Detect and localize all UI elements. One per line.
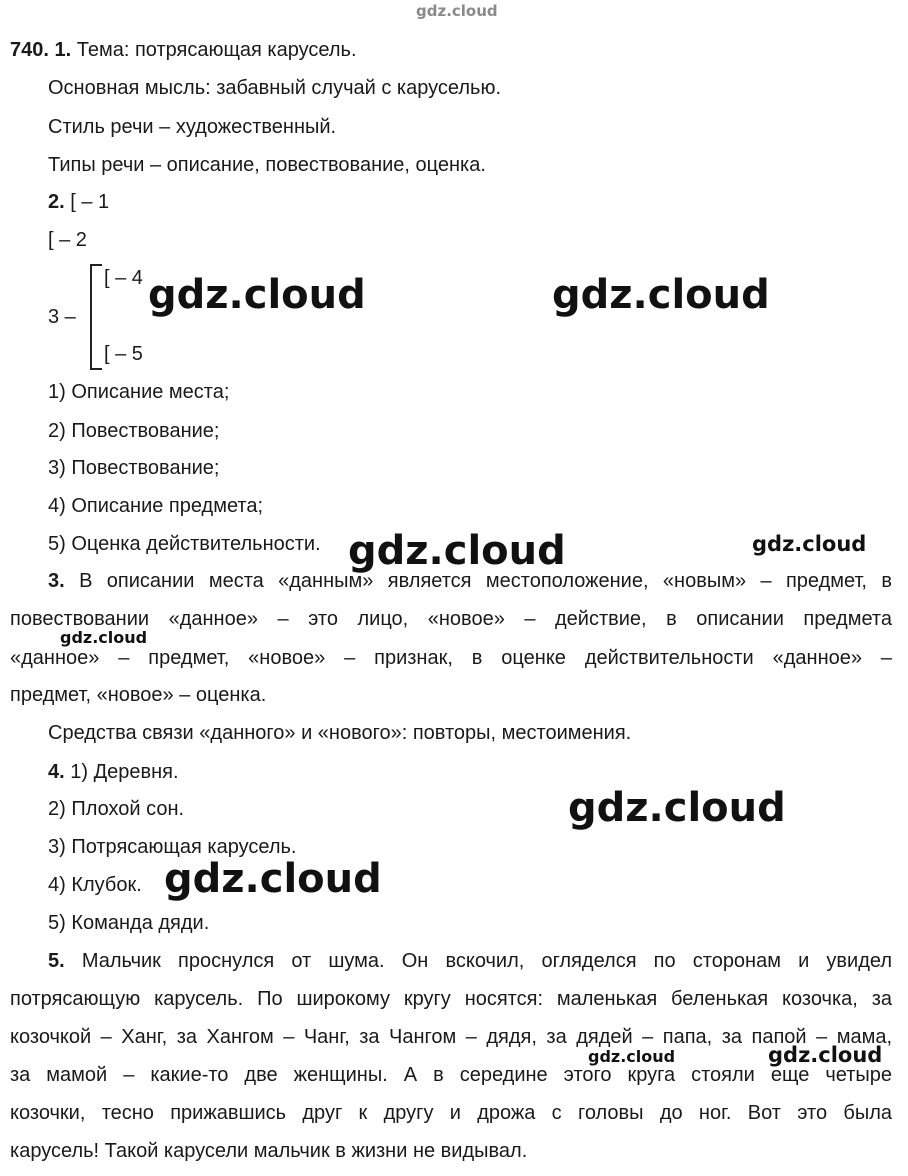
watermark: gdz.cloud — [568, 785, 786, 831]
part4-item: 4) Клубок. — [48, 874, 142, 896]
part4-number: 4. — [48, 761, 65, 783]
watermark: gdz.cloud — [148, 272, 366, 318]
watermark-top: gdz.cloud — [416, 2, 498, 20]
scheme-row-4: [ – 4 — [104, 267, 143, 289]
part2-item: 3) Повествование; — [48, 457, 220, 479]
part3-line-4: предмет, «новое» – оценка. — [10, 684, 267, 706]
part5-line-5: козочки, тесно прижавшись друг к другу и дрожа с головы до ног. Вот это была — [10, 1102, 892, 1124]
part2-number: 2. — [48, 191, 65, 213]
part3-line-3: «данное» – предмет, «новое» – признак, в оценке действительности «данное» – — [10, 647, 892, 669]
part5-line-4: за мамой – какие-то две женщины. А в середине этого круга стояли еще четыре — [10, 1064, 892, 1086]
part4-item-1 — [48, 760, 892, 784]
speech-types: Типы речи – описание, повествование, оценка. — [48, 154, 486, 176]
part4-item: 1) Деревня. — [70, 761, 179, 783]
watermark: gdz.cloud — [60, 628, 148, 647]
part2-item: 2) Повествование; — [48, 420, 220, 442]
watermark: gdz.cloud — [768, 1043, 883, 1067]
part5-text: Мальчик проснулся от шума. Он вскочил, огляделся по сторонам и увидел — [81, 950, 892, 972]
part3-means: Средства связи «данного» и «нового»: повторы, местоимения. — [48, 722, 632, 744]
scheme-row-2: [ – 2 — [48, 229, 87, 251]
part3-text: В описании места «данным» является местоположение, «новым» – предмет, в — [79, 570, 892, 592]
part2-item: 5) Оценка действительности. — [48, 533, 321, 555]
part5-line-2: потрясающую карусель. По широкому кругу носятся: маленькая беленькая козочка, за — [10, 988, 892, 1010]
watermark: gdz.cloud — [588, 1047, 676, 1066]
task-theme-line — [10, 38, 892, 62]
main-idea: Основная мысль: забавный случай с каруселью. — [48, 77, 502, 99]
scheme-row-3: 3 – — [48, 306, 76, 328]
part2-item: 1) Описание места; — [48, 381, 230, 403]
scheme-row-5: [ – 5 — [104, 343, 143, 365]
watermark: gdz.cloud — [164, 856, 382, 902]
part5-number: 5. — [48, 950, 65, 972]
part3-line-2: повествовании «данное» – это лицо, «новое» – действие, в описании предмета — [10, 608, 892, 630]
part2-scheme-row1 — [48, 190, 892, 214]
part2-item: 4) Описание предмета; — [48, 495, 264, 517]
part5-line-3: козочкой – Ханг, за Хангом – Чанг, за Чангом – дядя, за дядей – папа, за папой – мама, — [10, 1026, 892, 1048]
part4-item: 5) Команда дяди. — [48, 912, 210, 934]
scheme-row-1: [ – 1 — [70, 191, 110, 213]
task-number: 740. 1. — [10, 39, 72, 61]
part5-line-1 — [48, 949, 892, 973]
part4-item: 3) Потрясающая карусель. — [48, 836, 297, 858]
part3-number: 3. — [48, 570, 65, 592]
watermark: gdz.cloud — [552, 272, 770, 318]
part4-item: 2) Плохой сон. — [48, 798, 185, 820]
watermark: gdz.cloud — [752, 532, 867, 556]
watermark: gdz.cloud — [348, 528, 566, 574]
part5-line-6: карусель! Такой карусели мальчик в жизни не видывал. — [10, 1140, 528, 1162]
speech-style: Стиль речи – художественный. — [48, 116, 337, 138]
task-theme: Тема: потрясающая карусель. — [76, 39, 357, 61]
